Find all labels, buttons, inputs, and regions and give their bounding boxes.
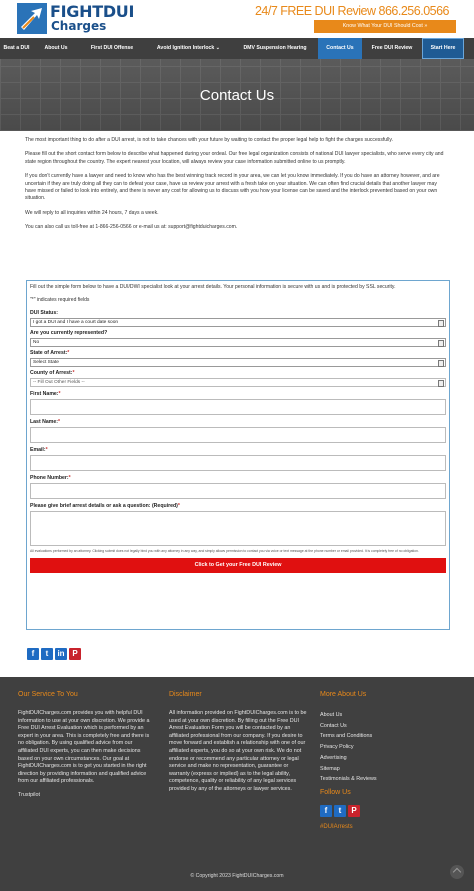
footer-disclaimer-column xyxy=(169,691,309,794)
footer-service-column xyxy=(18,691,153,800)
last-name-label: Last Name:* xyxy=(30,419,60,425)
nav-about-us[interactable]: About Us xyxy=(44,45,68,51)
content-paragraph: The most important thing to do after a DUI arrest, is not to take chances with your future by waiting to contact the proper legal help to fight the charges successfully. xyxy=(25,137,393,143)
details-textarea[interactable] xyxy=(30,511,446,546)
nav-beat-a-dui[interactable]: Beat a DUI xyxy=(3,45,30,51)
footer-link-advertising[interactable]: Advertising xyxy=(320,754,347,761)
nav-dmv-suspension-hearing[interactable]: DMV Suspension Hearing xyxy=(243,45,307,51)
phone-label: Phone Number:* xyxy=(30,475,71,481)
phone-input[interactable] xyxy=(30,483,446,499)
footer-social-icons xyxy=(320,805,460,817)
page-title: Contact Us xyxy=(199,87,275,104)
footer-more-title: More About Us xyxy=(320,691,367,698)
phone-cta-label: 24/7 FREE DUI Review xyxy=(254,4,376,18)
last-name-input[interactable] xyxy=(30,427,446,443)
logo-text-line2: Charges xyxy=(51,19,107,33)
footer-links xyxy=(320,710,460,785)
email-label: Email:* xyxy=(30,447,48,453)
represented-select[interactable]: No xyxy=(30,338,446,347)
footer-disclaimer-text: All information provided on FightDUICharges.com is to be used at your own discretion. By filling out the Free DUI Arrest Evaluation Form you will be contacted by an affiliated professional from our company. If you desire to move forward and establish a relationship with one of our affiliated experts, you do so at your own risk. We do not endorse or recommend any particular attorney or legal service and make no representation, guarantee or warranty (express or implied) as to the legal ability, competence, quality or reliability of any legal services provided by any of the attorneys or lawyer services. xyxy=(169,710,307,792)
first-name-input[interactable] xyxy=(30,399,446,415)
required-fields-note: "*" indicates required fields xyxy=(30,297,90,303)
county-label: County of Arrest:* xyxy=(30,370,75,376)
footer-link-about-us[interactable]: About Us xyxy=(320,712,343,718)
twitter-icon[interactable]: t xyxy=(334,805,346,817)
nav-free-dui-review[interactable]: Free DUI Review xyxy=(371,45,413,51)
state-label: State of Arrest:* xyxy=(30,350,70,356)
content-paragraph: You can also call us toll-free at 1-866-256-0566 or e-mail us at: support@fightduicharges.com. xyxy=(25,224,238,231)
logo-arrow-icon xyxy=(17,3,47,34)
pinterest-icon[interactable]: P xyxy=(348,805,360,817)
footer-follow-title: Follow Us xyxy=(320,788,351,796)
county-select[interactable]: -- Fill Out Other Fields -- xyxy=(30,378,446,387)
main-nav xyxy=(0,38,474,59)
footer-link-contact-us[interactable]: Contact Us xyxy=(320,722,347,729)
details-label: Please give brief arrest details or ask a question: (Required)* xyxy=(30,503,180,509)
footer-disclaimer-title: Disclaimer xyxy=(169,691,202,698)
state-select[interactable]: Select State xyxy=(30,358,446,367)
twitter-icon[interactable]: t xyxy=(41,648,53,660)
pinterest-icon[interactable]: P xyxy=(69,648,81,660)
dui-status-select[interactable]: I got a DUI and I have a court date soon xyxy=(30,318,446,327)
represented-label: Are you currently represented? xyxy=(30,330,108,336)
phone-cta[interactable] xyxy=(255,4,449,18)
content-paragraph: We will reply to all inquiries within 24 hours, 7 days a week. xyxy=(25,209,159,216)
form-intro: Fill out the simple form below to have a DUI/DWI specialist look at your arrest details. Your personal information is secure with us and is protected by SSL security. xyxy=(30,284,396,290)
dui-status-label: DUI Status: xyxy=(30,310,58,316)
dui-review-form xyxy=(26,280,450,630)
page-hero xyxy=(0,59,474,131)
dui-cost-button-label: Know What Your DUI Should Cost xyxy=(342,23,423,29)
trustpilot-widget[interactable]: Trustpilot xyxy=(18,791,40,798)
nav-first-dui-offense[interactable]: First DUI Offense xyxy=(90,45,134,51)
first-name-label: First Name:* xyxy=(30,391,61,397)
footer-service-title: Our Service To You xyxy=(18,691,78,698)
site-footer xyxy=(0,677,474,891)
share-bar xyxy=(27,648,81,660)
phone-number[interactable]: 866.256.0566 xyxy=(378,4,449,18)
nav-start-here[interactable]: Start Here xyxy=(422,38,464,59)
linkedin-icon[interactable]: in xyxy=(55,648,67,660)
content-paragraph: Please fill out the short contact form below to describe what happened during your ordeal. Our free legal organization consists of national DUI lawyer specialists, who serve every city and state region throughout the country. The expert nearest your location, will always review your case information submitted online to us promptly. xyxy=(25,151,444,165)
facebook-icon[interactable]: f xyxy=(320,805,332,817)
footer-link-sitemap[interactable]: Sitemap xyxy=(320,765,340,772)
form-disclaimer: All evaluations performed by an attorney. Clicking submit does not legally bind you with any attorney in any way, and simply allows permission to contact you via voice or text message at the phone number or email provided. It is completely free of no obligation. xyxy=(30,549,419,553)
footer-hashtag[interactable]: #DUIArrests xyxy=(320,823,353,830)
double-chevron-right-icon: » xyxy=(424,23,428,29)
main-content xyxy=(17,131,457,239)
submit-button[interactable]: Click to Get your Free DUI Review xyxy=(30,558,446,573)
footer-link-testimonials[interactable]: Testimonials & Reviews xyxy=(320,776,377,783)
email-input[interactable] xyxy=(30,455,446,471)
footer-link-privacy[interactable]: Privacy Policy xyxy=(320,744,354,751)
site-header xyxy=(0,0,474,38)
footer-link-terms[interactable]: Terms and Conditions xyxy=(320,733,373,740)
nav-contact-us[interactable]: Contact Us xyxy=(318,38,362,59)
footer-more-column xyxy=(320,691,460,830)
content-paragraph: If you don't currently have a lawyer and need to know who has the best winning track record in your area, we can let you know immediately. If you do have an attorney however, and are uncertain if they are truly doing all they can to defeat your case, have us review your arrest with a fresh take on your situation. We can often find crucial details that another lawyer may have missed or failed to look into entirely, and there is never any cost for allowing us to discuss with you how your license can be saved and the interlock prevented based on your own situation. xyxy=(25,173,440,202)
logo-text-line1: FIGHTDUI xyxy=(50,2,135,21)
nav-avoid-ignition-interlock[interactable]: Avoid Ignition Interlock ⌄ xyxy=(156,45,221,51)
copyright: © Copyright 2023 FightDUICharges.com xyxy=(190,873,284,879)
footer-service-text: FightDUICharges.com provides you with helpful DUI information to use at your own discretion. We provide a Free DUI Arrest Evaluation which is performed by an expert in your area. This is completely free and there is no obligation. By using qualified advice from our affiliated DUI experts, you can then make decisions based on your own circumstances. Our goal at FightDUICharges.com is to get you started in the right direction by providing information and qualified advice from our affiliated professionals. xyxy=(18,710,150,785)
site-logo[interactable] xyxy=(17,2,135,34)
dui-cost-button[interactable] xyxy=(314,20,456,33)
facebook-icon[interactable]: f xyxy=(27,648,39,660)
